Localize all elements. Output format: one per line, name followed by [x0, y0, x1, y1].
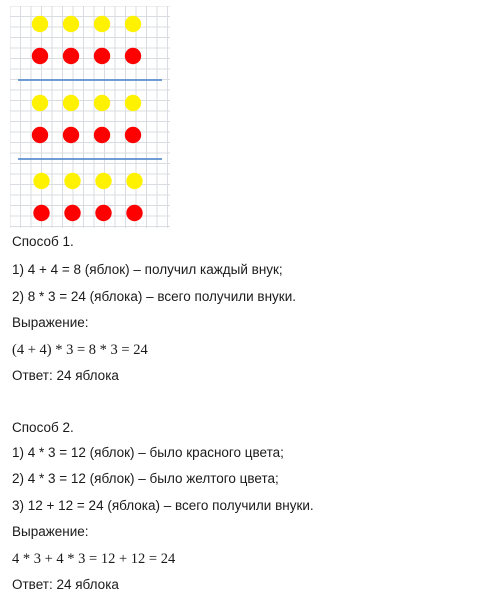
yellow-apple	[32, 16, 48, 32]
yellow-apple	[125, 16, 141, 32]
red-apple	[33, 205, 49, 221]
red-apple	[94, 127, 110, 143]
red-apple	[32, 127, 48, 143]
way1-answer: Ответ: 24 яблока	[12, 368, 119, 383]
red-apple	[64, 205, 80, 221]
yellow-apple	[95, 173, 111, 189]
way1-expression-label: Выражение:	[12, 315, 89, 330]
red-apple	[63, 127, 79, 143]
way2-expression: 4 * 3 + 4 * 3 = 12 + 12 = 24	[12, 551, 176, 567]
way1-expression: (4 + 4) * 3 = 8 * 3 = 24	[12, 342, 148, 358]
red-apple	[95, 205, 111, 221]
yellow-apple	[94, 16, 110, 32]
yellow-apple	[33, 173, 49, 189]
apples-grid-figure	[10, 6, 170, 228]
yellow-apple	[63, 95, 79, 111]
way2-title: Способ 2.	[12, 420, 74, 435]
yellow-apple	[125, 95, 141, 111]
yellow-apple	[63, 16, 79, 32]
way1-step-2: 2) 8 * 3 = 24 (яблока) – всего получили внуки.	[12, 289, 296, 304]
red-apple	[125, 127, 141, 143]
red-apple	[32, 48, 48, 64]
yellow-apple	[126, 173, 142, 189]
yellow-apple	[64, 173, 80, 189]
way2-expression-label: Выражение:	[12, 524, 89, 539]
red-apple	[63, 48, 79, 64]
way2-answer: Ответ: 24 яблока	[12, 577, 119, 592]
red-apple	[126, 205, 142, 221]
way1-title: Способ 1.	[12, 234, 74, 249]
yellow-apple	[32, 95, 48, 111]
way2-step-1: 1) 4 * 3 = 12 (яблок) – было красного цвета;	[12, 445, 284, 460]
way2-step-3: 3) 12 + 12 = 24 (яблока) – всего получили внуки.	[12, 498, 314, 513]
red-apple	[94, 48, 110, 64]
way2-step-2: 2) 4 * 3 = 12 (яблок) – было желтого цвета;	[12, 471, 279, 486]
yellow-apple	[94, 95, 110, 111]
red-apple	[125, 48, 141, 64]
way1-step-1: 1) 4 + 4 = 8 (яблок) – получил каждый внук;	[12, 262, 283, 277]
